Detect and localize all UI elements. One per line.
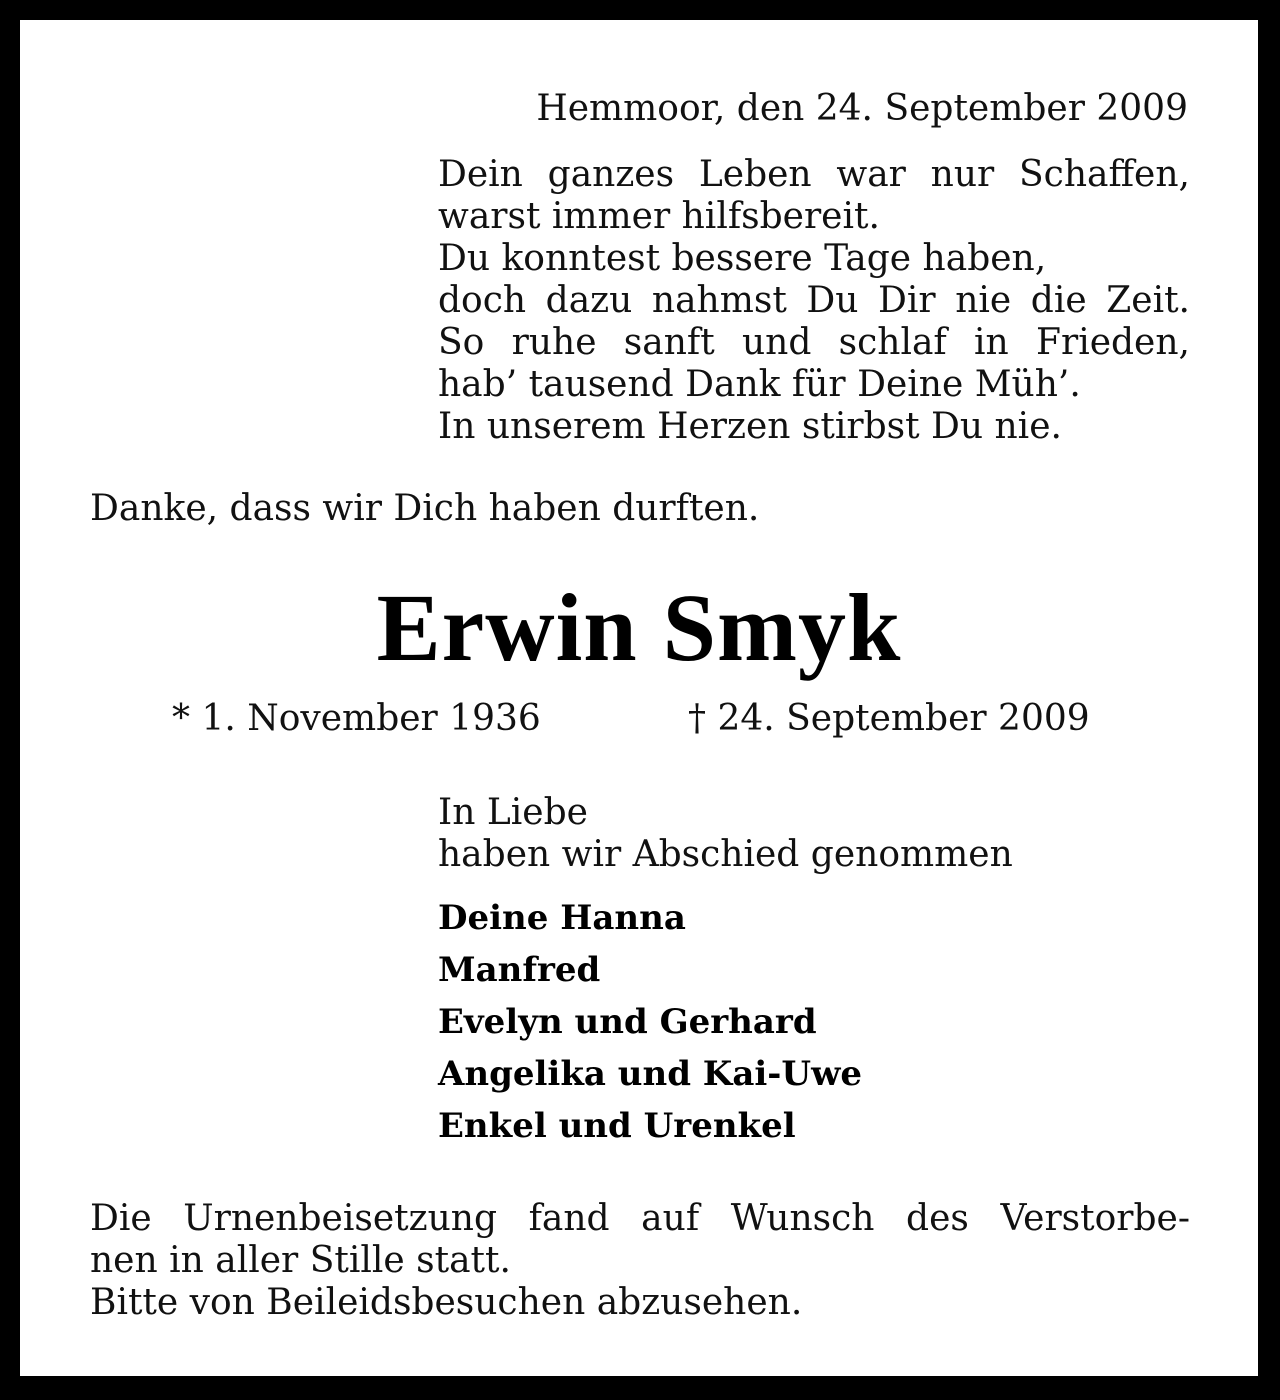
thanks-line: Danke, dass wir Dich haben durften.	[90, 488, 760, 529]
notice-line: Die Urnenbeisetzung fand auf Wunsch des Verstorbe-	[90, 1198, 1190, 1239]
obituary-card	[20, 20, 1258, 1376]
poem-line: So ruhe sanft und schlaf in Frieden,	[438, 322, 1190, 363]
mourner-name: Deine Hanna	[438, 898, 686, 938]
mourner-name: Enkel und Urenkel	[438, 1106, 796, 1146]
mourners-list	[438, 892, 862, 1152]
poem-line: warst immer hilfsbereit.	[438, 196, 880, 237]
notice-line: nen in aller Stille statt.	[90, 1240, 511, 1281]
place-date: Hemmoor, den 24. September 2009	[536, 88, 1188, 129]
birth-date: * 1. November 1936	[172, 698, 541, 739]
poem-line: In unserem Herzen stirbst Du nie.	[438, 406, 1062, 447]
mourner-name: Manfred	[438, 950, 601, 990]
mourner-name: Evelyn und Gerhard	[438, 1002, 817, 1042]
poem	[438, 154, 1190, 448]
mourner-name: Angelika und Kai-Uwe	[438, 1054, 862, 1094]
poem-line: Dein ganzes Leben war nur Schaffen,	[438, 154, 1190, 195]
farewell-text	[438, 792, 1013, 876]
deceased-name: Erwin Smyk	[376, 574, 902, 681]
farewell-line: haben wir Abschied genommen	[438, 834, 1013, 875]
notice-line: Bitte von Beileidsbesuchen abzusehen.	[90, 1282, 803, 1323]
poem-line: hab’ tausend Dank für Deine Müh’.	[438, 364, 1081, 405]
poem-line: doch dazu nahmst Du Dir nie die Zeit.	[438, 280, 1190, 321]
poem-line: Du konntest bessere Tage haben,	[438, 238, 1047, 279]
death-date: † 24. September 2009	[688, 698, 1090, 739]
farewell-line: In Liebe	[438, 792, 588, 833]
burial-notice	[90, 1198, 1190, 1324]
